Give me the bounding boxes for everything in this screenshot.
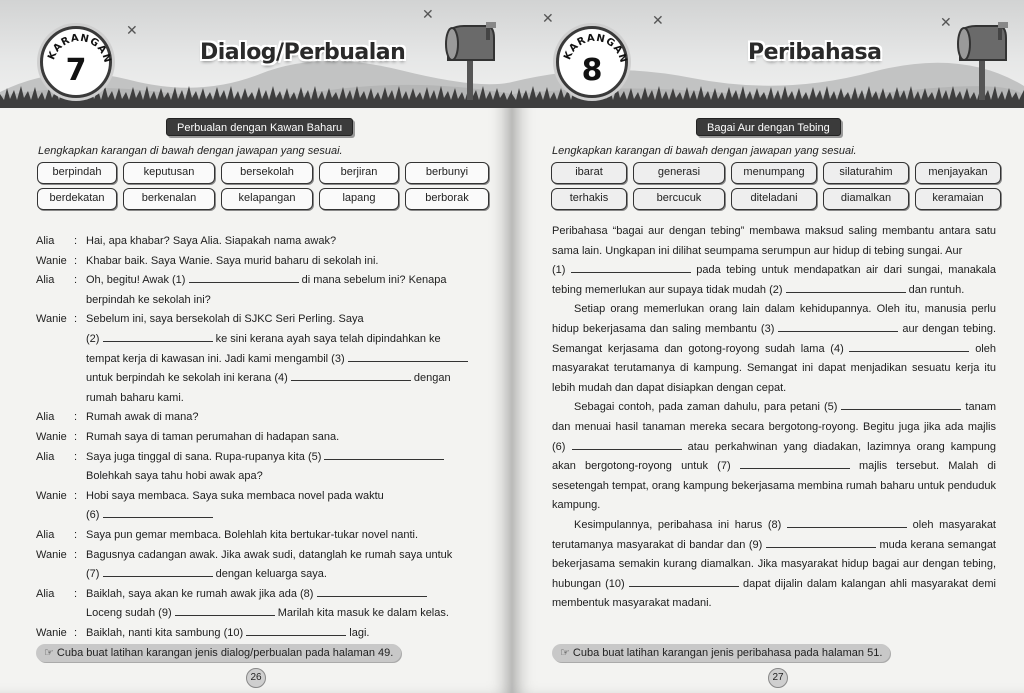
pointing-hand-icon: ☞ — [560, 647, 573, 659]
utterance: Rumah awak di mana? — [86, 411, 199, 424]
word-chip: bercucuk — [633, 188, 725, 210]
word-bank — [548, 160, 1008, 212]
answer-blank-7[interactable] — [740, 458, 850, 469]
speaker: Wanie — [36, 254, 67, 267]
word-chip: terhakis — [551, 188, 627, 210]
word-chip: keramaian — [915, 188, 1001, 210]
instruction-text: Lengkapkan karangan di bawah dengan jawapan yang sesuai. — [552, 145, 857, 157]
utterance: Khabar baik. Saya Wanie. Saya murid baharu di sekolah ini. — [86, 254, 379, 267]
utterance: untuk berpindah ke sekolah ini kerana (4) — [86, 372, 288, 385]
page-number: 26 — [246, 668, 266, 688]
dialogue-line: Wanie : Khabar baik. Saya Wanie. Saya murid baharu di sekolah ini. — [36, 252, 480, 272]
dialogue-line: Wanie : Hobi saya membaca. Saya suka membaca novel pada waktu (6) — [36, 487, 480, 526]
speaker: Wanie — [36, 626, 67, 639]
instruction-text: Lengkapkan karangan di bawah dengan jawapan yang sesuai. — [38, 145, 343, 157]
dialogue-line: Wanie : Rumah saya di taman perumahan di hadapan sana. — [36, 428, 480, 448]
utterance: tempat kerja di kawasan ini. Jadi kami mengambil (3) — [86, 352, 345, 365]
speaker: Wanie — [36, 548, 67, 561]
paragraph-3: Sebagai contoh, pada zaman dahulu, para petani (5) tanam dan menuai hasil tanaman mereka secara bergotong-royong. Begitu juga jika ada majlis (6) atau perkahwinan yang diadakan, lazimnya orang kampung akan bergotong-royong untuk (7) majlis tersebut. Malah di sesetengah tempat, orang kampung bekerjasama membina rumah baharu untuk penduduk kampung. — [552, 401, 997, 512]
utterance: rumah baharu kami. — [86, 391, 184, 404]
section-title: Bagai Aur dengan Tebing — [696, 118, 841, 136]
word-chip: berbunyi — [405, 162, 489, 184]
utterance: Baiklah, nanti kita sambung (10) — [86, 626, 244, 639]
karangan-badge — [556, 26, 628, 98]
paragraph-1: Peribahasa “bagai aur dengan tebing” membawa maksud saling membantu antara satu sama lain. Ungkapan ini dilihat seumpama serumpun aur hidup di tebing sungai. Aur (1) pada tebing untuk mendapatkan air dari sungai, manakala tebing memerlukan aur supaya tidak mudah (2) dan runtuh. — [552, 225, 996, 296]
utterance: di mana sebelum ini? Kenapa — [301, 274, 447, 287]
utterance: lagi. — [349, 626, 370, 639]
dialogue-line: Alia : Saya juga tinggal di sana. Rupa-rupanya kita (5) Bolehkah saya tahu hobi awak apa? — [36, 448, 480, 487]
speaker: Alia — [36, 411, 55, 424]
utterance: Rumah saya di taman perumahan di hadapan sana. — [86, 430, 340, 443]
answer-blank-10[interactable] — [246, 625, 346, 636]
answer-blank-1[interactable] — [189, 272, 299, 283]
page-title: Dialog/Perbualan — [200, 40, 406, 65]
utterance: Bolehkah saya tahu hobi awak apa? — [86, 470, 263, 483]
utterance: Bagusnya cadangan awak. Jika awak sudi, datanglah ke rumah saya untuk — [86, 548, 453, 561]
utterance: Loceng sudah (9) — [86, 607, 172, 620]
word-chip: bersekolah — [221, 162, 313, 184]
answer-blank-4[interactable] — [849, 341, 969, 352]
left-header-banner — [0, 0, 512, 108]
dialogue-line: Wanie : Bagusnya cadangan awak. Jika awak sudi, datanglah ke rumah saya untuk (7) dengan keluarga saya. — [36, 546, 480, 585]
answer-blank-8[interactable] — [787, 517, 907, 528]
utterance: Oh, begitu! Awak (1) — [86, 274, 186, 287]
word-chip: lapang — [319, 188, 399, 210]
utterance: (2) — [86, 332, 100, 345]
word-chip: generasi — [633, 162, 725, 184]
word-chip: menumpang — [731, 162, 817, 184]
answer-blank-8[interactable] — [317, 586, 427, 597]
answer-blank-5[interactable] — [324, 449, 444, 460]
practice-tip — [552, 644, 890, 662]
dialogue-line: Alia : Baiklah, saya akan ke rumah awak jika ada (8) Loceng sudah (9) Marilah kita masuk ke dalam kelas. — [36, 585, 480, 624]
paragraph-2: Setiap orang memerlukan orang lain dalam kehidupannya. Oleh itu, manusia perlu hidup bekerjasama dan saling membantu (3) aur dengan tebing. Semangat kerjasama dan gotong-royong sudah lama (4) oleh masyarakat terutamanya di kampung. Semangat ini dapat menjadikan sesuatu kerja itu lebih mudah dan dapat disiapkan dengan cepat. — [552, 303, 996, 394]
word-chip: diamalkan — [823, 188, 909, 210]
section-title: Perbualan dengan Kawan Baharu — [166, 118, 353, 136]
word-chip: diteladani — [731, 188, 817, 210]
answer-blank-7[interactable] — [103, 566, 213, 577]
dialogue-line: Wanie : Baiklah, nanti kita sambung (10) lagi. — [36, 624, 480, 644]
utterance: Sebelum ini, saya bersekolah di SJKC Seri Perling. Saya — [86, 313, 364, 326]
dialogue-line: Alia : Oh, begitu! Awak (1) di mana sebelum ini? Kenapa berpindah ke sekolah ini? — [36, 271, 480, 310]
utterance: dengan — [413, 372, 451, 385]
dialogue — [36, 232, 480, 643]
page-number: 27 — [768, 668, 788, 688]
speaker: Alia — [36, 450, 55, 463]
utterance: Marilah kita masuk ke dalam kelas. — [277, 607, 449, 620]
practice-tip — [36, 644, 401, 662]
utterance: Hobi saya membaca. Saya suka membaca novel pada waktu — [86, 489, 384, 502]
word-chip: berdekatan — [37, 188, 117, 210]
dialogue-line: Alia : Hai, apa khabar? Saya Alia. Siapakah nama awak? — [36, 232, 480, 252]
page-title: Peribahasa — [748, 40, 882, 65]
word-chip: keputusan — [123, 162, 215, 184]
svg-text:KARANGAN: KARANGAN — [562, 32, 629, 65]
utterance: dengan keluarga saya. — [215, 568, 327, 581]
utterance: Saya juga tinggal di sana. Rupa-rupanya kita (5) — [86, 450, 322, 463]
pointing-hand-icon: ☞ — [44, 647, 57, 659]
answer-blank-3[interactable] — [778, 321, 898, 332]
utterance: Baiklah, saya akan ke rumah awak jika ada (8) — [86, 587, 314, 600]
answer-blank-9[interactable] — [175, 605, 275, 616]
word-chip: berkenalan — [123, 188, 215, 210]
mailbox-icon — [440, 20, 500, 100]
dragonfly-icon: ✕ — [422, 6, 434, 22]
badge-number: 8 — [581, 53, 603, 88]
speaker: Alia — [36, 528, 55, 541]
dragonfly-icon: ✕ — [126, 22, 138, 38]
answer-blank-2[interactable] — [786, 282, 906, 293]
dragonfly-icon: ✕ — [652, 12, 664, 28]
answer-blank-1[interactable] — [571, 262, 691, 273]
dragonfly-icon: ✕ — [542, 10, 554, 26]
essay-body — [552, 222, 996, 614]
utterance: Hai, apa khabar? Saya Alia. Siapakah nama awak? — [86, 235, 337, 247]
answer-blank-5[interactable] — [841, 399, 961, 410]
answer-blank-4[interactable] — [291, 370, 411, 381]
speaker: Wanie — [36, 430, 67, 443]
mailbox-icon — [952, 20, 1012, 100]
karangan-badge — [40, 26, 112, 98]
tip-text: Cuba buat latihan karangan jenis peribahasa pada halaman 51. — [572, 647, 883, 659]
dragonfly-icon: ✕ — [940, 14, 952, 30]
paragraph-4: Kesimpulannya, peribahasa ini harus (8) oleh masyarakat terutamanya masyarakat di bandar dan (9) muda kerana semangat bekerjasama semakin kurang diamalkan. Jika masyarakat hidup bagai aur dengan tebing, hubungan (10) dapat dijalin dalam kalangan ahli masyarakat demi membentuk masyarakat madani. — [552, 518, 996, 610]
utterance: Saya pun gemar membaca. Bolehlah kita bertukar-tukar novel nanti. — [86, 528, 419, 541]
answer-blank-9[interactable] — [766, 537, 876, 548]
badge-number: 7 — [65, 53, 87, 88]
speaker: Wanie — [36, 489, 67, 502]
speaker: Alia — [36, 274, 55, 287]
word-chip: berjiran — [319, 162, 399, 184]
dialogue-line: Wanie : Sebelum ini, saya bersekolah di SJKC Seri Perling. Saya (2) ke sini kerana ayah saya telah dipindahkan ke tempat kerja di kawasan ini. Jadi kami mengambil (3) untuk berpindah ke sekolah ini kerana (4) dengan rumah baharu kami. — [36, 310, 480, 408]
right-page — [512, 0, 1024, 693]
word-chip: berborak — [405, 188, 489, 210]
dialogue-line: Alia : Saya pun gemar membaca. Bolehlah kita bertukar-tukar novel nanti. — [36, 526, 480, 546]
answer-blank-10[interactable] — [629, 576, 739, 587]
answer-blank-6[interactable] — [572, 439, 682, 450]
tip-text: Cuba buat latihan karangan jenis dialog/perbualan pada halaman 49. — [56, 647, 394, 659]
answer-blank-2[interactable] — [103, 331, 213, 342]
speaker: Alia — [36, 235, 55, 247]
word-chip: menjayakan — [915, 162, 1001, 184]
word-chip: kelapangan — [221, 188, 313, 210]
answer-blank-3[interactable] — [348, 351, 468, 362]
speaker: Wanie — [36, 313, 67, 326]
speaker: Alia — [36, 587, 55, 600]
dialogue-line: Alia : Rumah awak di mana? — [36, 408, 480, 428]
word-chip: ibarat — [551, 162, 627, 184]
right-header-banner — [512, 0, 1024, 108]
answer-blank-6[interactable] — [103, 507, 213, 518]
utterance: (6) — [86, 509, 100, 522]
word-bank — [34, 160, 494, 212]
utterance: berpindah ke sekolah ini? — [86, 293, 211, 306]
utterance: (7) — [86, 568, 100, 581]
svg-text:KARANGAN: KARANGAN — [46, 32, 113, 65]
word-chip: berpindah — [37, 162, 117, 184]
word-chip: silaturahim — [823, 162, 909, 184]
utterance: ke sini kerana ayah saya telah dipindahkan ke — [215, 332, 441, 345]
